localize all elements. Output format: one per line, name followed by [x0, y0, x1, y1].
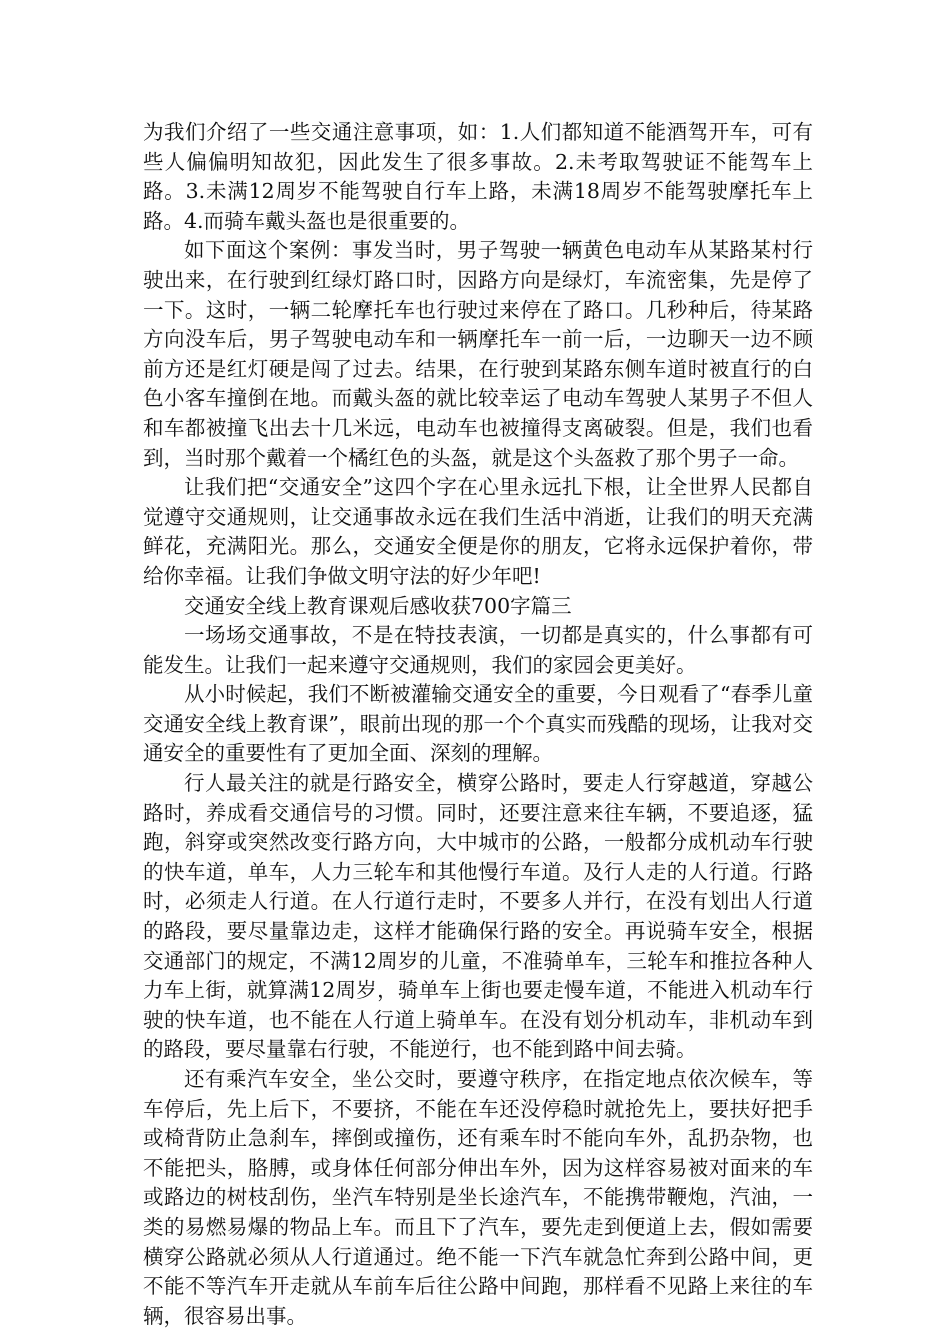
paragraph: 为我们介绍了一些交通注意事项，如：1.人们都知道不能酒驾开车，可有些人偏偏明知故犯，因此发生了很多事故。2.未考取驾驶证不能驾车上路。3.未满12周岁不能驾驶自行车上路，未满18周岁不能驾驶摩托车上路。4.而骑车戴头盔也是很重要的。	[143, 120, 813, 233]
paragraph: 让我们把“交通安全”这四个字在心里永远扎下根，让全世界人民都自觉遵守交通规则，让交通事故永远在我们生活中消逝，让我们的明天充满鲜花，充满阳光。那么，交通安全便是你的朋友，它将永远保护着你，带给你幸福。让我们争做文明守法的好少年吧!	[143, 475, 813, 588]
paragraph: 如下面这个案例：事发当时，男子驾驶一辆黄色电动车从某路某村行驶出来，在行驶到红绿灯路口时，因路方向是绿灯，车流密集，先是停了一下。这时，一辆二轮摩托车也行驶过来停在了路口。几秒种后，待某路方向没车后，男子驾驶电动车和一辆摩托车一前一后，一边聊天一边不顾前方还是红灯硬是闯了过去。结果，在行驶到某路东侧车道时被直行的白色小客车撞倒在地。而戴头盔的就比较幸运了电动车驾驶人某男子不但人和车都被撞飞出去十几米远，电动车也被撞得支离破裂。但是，我们也看到，当时那个戴着一个橘红色的头盔，就是这个头盔救了那个男子一命。	[143, 238, 813, 470]
paragraph: 从小时候起，我们不断被灌输交通安全的重要，今日观看了“春季儿童交通安全线上教育课”，眼前出现的那一个个真实而残酷的现场，让我对交通安全的重要性有了更加全面、深刻的理解。	[143, 682, 813, 766]
paragraph: 行人最关注的就是行路安全，横穿公路时，要走人行穿越道，穿越公路时，养成看交通信号的习惯。同时，还要注意来往车辆，不要追逐，猛跑，斜穿或突然改变行路方向，大中城市的公路，一般都分成机动车行驶的快车道，单车，人力三轮车和其他慢行车道。及行人走的人行道。行路时，必须走人行道。在人行道行走时，不要多人并行，在没有划出人行道的路段，要尽量靠边走，这样才能确保行路的安全。再说骑车安全，根据交通部门的规定，不满12周岁的儿童，不准骑单车，三轮车和推拉各种人力车上街，就算满12周岁，骑单车上街也要走慢车道，不能进入机动车行驶的快车道，也不能在人行道上骑单车。在没有划分机动车，非机动车到的路段，要尽量靠右行驶，不能逆行，也不能到路中间去骑。	[143, 771, 813, 1062]
document-body	[143, 118, 813, 1331]
paragraph: 一场场交通事故，不是在特技表演，一切都是真实的，什么事都有可能发生。让我们一起来遵守交通规则，我们的家园会更美好。	[143, 623, 813, 677]
section-heading: 交通安全线上教育课观后感收获700字篇三	[184, 593, 572, 618]
paragraph: 还有乘汽车安全，坐公交时，要遵守秩序，在指定地点依次候车，等车停后，先上后下，不要挤，不能在车还没停稳时就抢先上，要扶好把手或椅背防止急刹车，摔倒或撞伤，还有乘车时不能向车外，乱扔杂物，也不能把头，胳膊，或身体任何部分伸出车外，因为这样容易被对面来的车或路边的树枝刮伤，坐汽车特别是坐长途汽车，不能携带鞭炮，汽油，一类的易燃易爆的物品上车。而且下了汽车，要先走到便道上去，假如需要横穿公路就必须从人行道通过。绝不能一下汽车就急忙奔到公路中间，更不能不等汽车开走就从车前车后往公路中间跑，那样看不见路上来往的车辆，很容易出事。	[143, 1067, 813, 1328]
